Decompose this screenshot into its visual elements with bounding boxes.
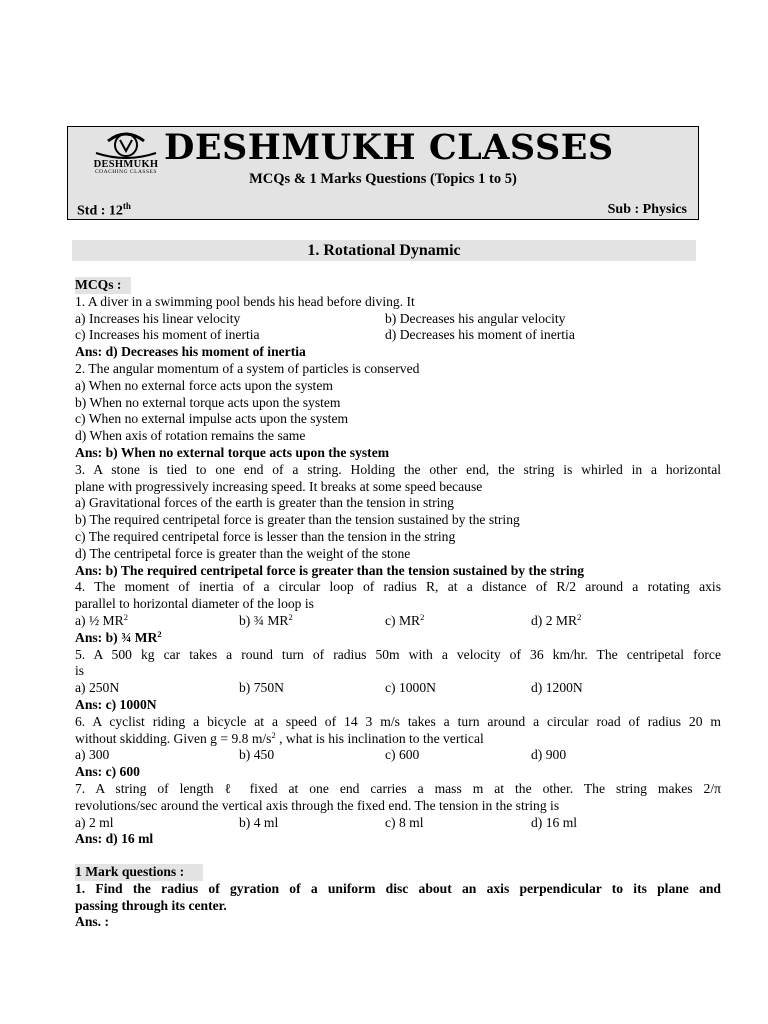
option-b: b) 450 xyxy=(239,747,275,763)
option-c: c) When no external impulse acts upon the system xyxy=(75,411,349,427)
answer: Ans: c) 1000N xyxy=(75,696,157,712)
question-text: 2. The angular momentum of a system of particles is conserved xyxy=(75,360,420,376)
option-a: a) 300 xyxy=(75,747,110,763)
logo-subtitle: COACHING CLASSES xyxy=(95,169,157,175)
question-text: parallel to horizontal diameter of the loop is xyxy=(75,596,314,612)
option-a: a) ½ $MR^2$ xyxy=(75,611,128,628)
option-b: b) 4 ml xyxy=(239,814,279,830)
option-a: a) 250N xyxy=(75,680,120,696)
answer: Ans: d) Decreases his moment of inertia xyxy=(75,344,306,360)
option-b: b) The required centripetal force is greater than the tension sustained by the string xyxy=(75,512,520,528)
question-text: 5. A 500 kg car takes a round turn of radius 50m with a velocity of 36 km/hr. The centripetal force xyxy=(75,646,721,662)
option-c: c) The required centripetal force is lesser than the tension in the string xyxy=(75,528,456,544)
answer: Ans: b) When no external torque acts upon the system xyxy=(75,444,390,460)
answer: Ans: b) The required centripetal force is greater than the tension sustained by the string xyxy=(75,562,585,578)
option-d: d) When axis of rotation remains the same xyxy=(75,428,306,444)
answer: Ans: b) ¾ $MR^2$ xyxy=(75,628,162,645)
option-c: c) 600 xyxy=(385,747,420,763)
standard-label: Std : 12th xyxy=(77,201,131,219)
question-text: plane with progressively increasing speed. It breaks at some speed because xyxy=(75,478,483,494)
question-text: without skidding. Given g = 9.8 $m/s^2$ , what is his inclination to the vertical xyxy=(75,729,484,746)
option-b: b) When no external torque acts upon the system xyxy=(75,394,341,410)
option-d: d) 1200N xyxy=(531,680,583,696)
subject-label: Sub : Physics xyxy=(607,202,687,217)
option-b: b) Decreases his angular velocity xyxy=(385,310,566,326)
option-c: c) 1000N xyxy=(385,680,436,696)
option-d: d) 900 xyxy=(531,747,567,763)
answer: Ans: d) 16 ml xyxy=(75,831,154,847)
header-box xyxy=(67,126,699,220)
question-text: 1. A diver in a swimming pool bends his head before diving. It xyxy=(75,293,415,309)
option-a: a) Increases his linear velocity xyxy=(75,310,241,326)
option-a: a) Gravitational forces of the earth is greater than the tension in string xyxy=(75,495,454,511)
option-b: b) 750N xyxy=(239,680,284,696)
mcq-heading: MCQs : xyxy=(75,277,131,294)
question-text: 7. A string of length ℓ fixed at one end carries a mass m at the other. The string makes 2/π xyxy=(75,780,721,796)
question-text: revolutions/sec around the vertical axis through the fixed end. The tension in the string is xyxy=(75,797,560,813)
question-text: 3. A stone is tied to one end of a string. Holding the other end, the string is whirled in a horizontal xyxy=(75,461,721,477)
page-title: DESHMUKH CLASSES xyxy=(164,127,614,168)
option-a: a) 2 ml xyxy=(75,814,114,830)
option-d: d) 2 $MR^2$ xyxy=(531,611,582,628)
answer: Ans. : xyxy=(75,914,109,930)
logo-name: DESHMUKH xyxy=(93,159,159,170)
question-text: is xyxy=(75,663,85,679)
option-c: c) Increases his moment of inertia xyxy=(75,327,260,343)
option-d: d) Decreases his moment of inertia xyxy=(385,327,575,343)
question-text: passing through its center. xyxy=(75,897,227,913)
page-subtitle: MCQs & 1 Marks Questions (Topics 1 to 5) xyxy=(249,171,517,187)
question-content xyxy=(75,277,721,931)
option-c: c) $MR^2$ xyxy=(385,611,425,628)
option-a: a) When no external force acts upon the system xyxy=(75,377,333,393)
question-text: 6. A cyclist riding a bicycle at a speed of 14 3 m/s takes a turn around a circular road of radius 20 m xyxy=(75,713,721,729)
question-text: 4. The moment of inertia of a circular loop of radius R, at a distance of R/2 around a rotating axis xyxy=(75,579,721,595)
chapter-title: 1. Rotational Dynamic xyxy=(72,240,696,261)
option-b: b) ¾ $MR^2$ xyxy=(239,611,293,628)
option-d: d) The centripetal force is greater than the weight of the stone xyxy=(75,545,411,561)
option-d: d) 16 ml xyxy=(531,814,578,830)
option-c: c) 8 ml xyxy=(385,814,424,830)
answer: Ans: c) 600 xyxy=(75,764,140,780)
question-text: 1. Find the radius of gyration of a uniform disc about an axis perpendicular to its plane and xyxy=(75,880,721,896)
one-mark-heading: 1 Mark questions : xyxy=(75,864,203,881)
